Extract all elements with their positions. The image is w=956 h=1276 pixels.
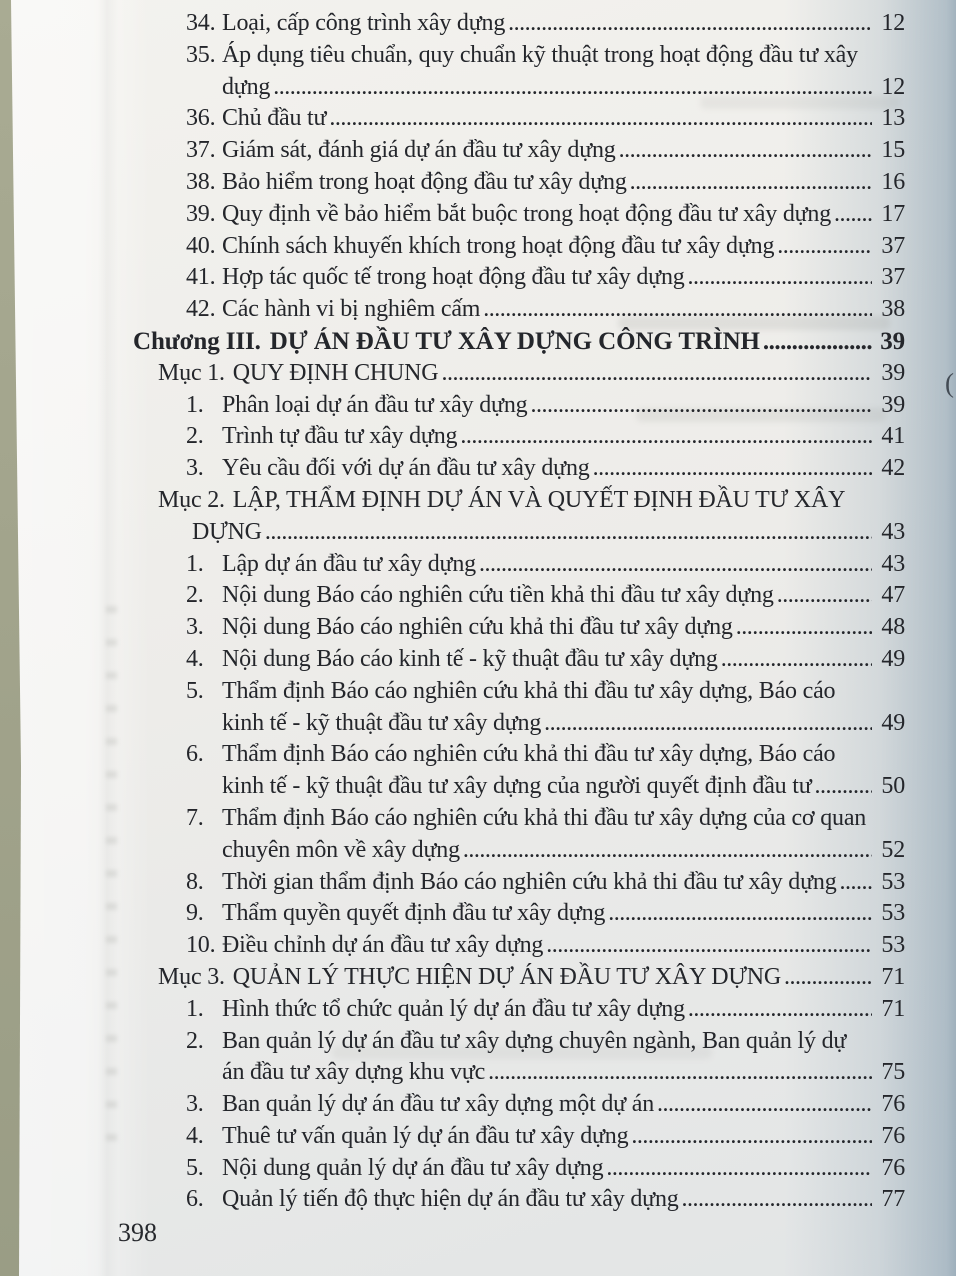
toc-entry-title: Phân loại dự án đầu tư xây dựng (222, 391, 528, 418)
toc-entry-title: Lập dự án đầu tư xây dựng (222, 550, 476, 577)
toc-entry (133, 676, 905, 708)
dot-leader (273, 72, 872, 104)
toc-entry-title: DỰ ÁN ĐẦU TƯ XÂY DỰNG CÔNG TRÌNH (269, 327, 760, 355)
dot-leader (763, 326, 872, 358)
toc-entry-page: 76 (881, 1154, 905, 1181)
toc-entry-page: 71 (881, 963, 905, 990)
toc-entry-number: Mục 1. (158, 359, 225, 386)
toc-entry-title: Nội dung Báo cáo nghiên cứu khả thi đầu tư xây dựng (222, 614, 733, 641)
toc-entry-page: 12 (881, 10, 905, 36)
toc-entry-page: 49 (881, 645, 905, 672)
dot-leader (483, 294, 872, 326)
toc-entry-title: Áp dụng tiêu chuẩn, quy chuẩn kỹ thuật trong hoạt động đầu tư xây (222, 41, 858, 68)
toc-entry (133, 580, 905, 612)
dot-leader (530, 390, 872, 422)
toc-entry (133, 898, 905, 930)
toc-entry-title: Thẩm định Báo cáo nghiên cứu khả thi đầu tư xây dựng, Báo cáo (222, 677, 836, 704)
toc-entry-page: 52 (881, 836, 905, 863)
toc-entry-number: 1. (186, 391, 204, 418)
dot-leader (630, 167, 872, 199)
toc-entry (133, 103, 905, 135)
toc-entry (133, 1089, 905, 1121)
toc-entry-title: Nội dung quản lý dự án đầu tư xây dựng (222, 1154, 604, 1181)
dot-leader (631, 1121, 872, 1153)
toc-entry-title: Giám sát, đánh giá dự án đầu tư xây dựng (222, 137, 616, 164)
toc-entry-title: Nội dung Báo cáo kinh tế - kỹ thuật đầu tư xây dựng (222, 645, 718, 672)
toc-entry-number: Mục 2. (158, 486, 225, 513)
dot-leader (688, 994, 872, 1026)
toc-entry-number: 34. (186, 10, 216, 36)
dot-leader (657, 1089, 872, 1121)
toc-entry (133, 199, 905, 231)
toc-entry-title: Ban quản lý dự án đầu tư xây dựng một dự án (222, 1091, 655, 1118)
toc-entry (133, 40, 905, 72)
toc-entry-continuation (133, 72, 905, 104)
dot-leader (441, 358, 872, 390)
toc-entry-number: 40. (186, 232, 216, 259)
toc-entry-number: 38. (186, 168, 216, 195)
dot-leader (736, 612, 872, 644)
dot-leader (265, 517, 872, 549)
toc-entry-number: 35. (186, 41, 216, 68)
toc-entry-page: 38 (881, 296, 905, 323)
toc-entry (133, 231, 905, 263)
toc-entry-page: 39 (880, 327, 905, 355)
toc-entry-page: 13 (881, 105, 905, 132)
dot-leader (815, 771, 872, 803)
toc-entry-title: Hình thức tổ chức quản lý dự án đầu tư xây dựng (222, 995, 685, 1022)
toc-entry-page: 48 (881, 614, 905, 641)
toc-entry-title: LẬP, THẨM ĐỊNH DỰ ÁN VÀ QUYẾT ĐỊNH ĐẦU TƯ XÂY (232, 486, 846, 513)
toc-entry (133, 453, 905, 485)
toc-entry-page: 75 (881, 1059, 905, 1086)
toc-entry (133, 930, 905, 962)
toc-entry-number: 2. (186, 1027, 204, 1054)
toc-entry-title: Điều chỉnh dự án đầu tư xây dựng (222, 932, 544, 959)
toc-entry-number: 9. (186, 900, 204, 927)
dot-leader (619, 135, 872, 167)
toc-entry-continuation (133, 708, 905, 740)
toc-entry-page: 41 (881, 423, 905, 450)
toc-entry-number: 37. (186, 137, 216, 164)
toc-entry-title: Bảo hiểm trong hoạt động đầu tư xây dựng (222, 168, 627, 195)
toc-entry-title: Thời gian thẩm định Báo cáo nghiên cứu khả thi đầu tư xây dựng (222, 868, 837, 895)
toc-entry-number: 41. (186, 264, 216, 291)
toc-entry-number: 39. (186, 200, 216, 227)
toc-entry-continuation (133, 1057, 905, 1089)
dot-leader (840, 867, 872, 899)
toc-entry-continuation (133, 771, 905, 803)
toc-entry-page: 37 (881, 232, 905, 259)
toc-entry-number: 1. (186, 995, 204, 1022)
toc-entry-page: 17 (881, 200, 905, 227)
toc-entry-number: 6. (186, 741, 204, 768)
toc-entry-title-continued: DỰNG (192, 518, 262, 545)
toc-entry-number: 5. (186, 1154, 204, 1181)
toc-entry-title: Thuê tư vấn quản lý dự án đầu tư xây dựng (222, 1122, 629, 1149)
toc-entry-number: 6. (186, 1186, 204, 1213)
toc-entry-title: Thẩm định Báo cáo nghiên cứu khả thi đầu tư xây dựng, Báo cáo (222, 741, 836, 768)
dot-leader (606, 1153, 872, 1185)
toc-entry-title: Trình tự đầu tư xây dựng (222, 423, 458, 450)
dot-leader (834, 199, 872, 231)
toc-entry-title: Quản lý tiến độ thực hiện dự án đầu tư xây dựng (222, 1186, 679, 1213)
dot-leader (463, 835, 872, 867)
toc-entry-page: 39 (881, 359, 905, 386)
toc-entry (133, 1153, 905, 1185)
toc-entry-title: QUẢN LÝ THỰC HIỆN DỰ ÁN ĐẦU TƯ XÂY DỰNG (232, 963, 782, 990)
toc-entry (133, 262, 905, 294)
toc-entry-page: 16 (881, 168, 905, 195)
toc-entry-title: Yêu cầu đối với dự án đầu tư xây dựng (222, 455, 590, 482)
dot-leader (682, 1184, 872, 1216)
toc-entry-page: 76 (881, 1091, 905, 1118)
toc-entry-page: 53 (881, 868, 905, 895)
toc-entry (133, 612, 905, 644)
toc-entry-page: 42 (881, 455, 905, 482)
toc-entry (133, 994, 905, 1026)
toc-entry-page: 71 (881, 995, 905, 1022)
toc-entry-page: 53 (881, 932, 905, 959)
toc-entry-number: 3. (186, 455, 204, 482)
toc-entry-title: Chính sách khuyến khích trong hoạt động đầu tư xây dựng (222, 232, 775, 259)
toc-entry-title: Các hành vi bị nghiêm cấm (222, 296, 481, 323)
toc-entry-title: Thẩm quyền quyết định đầu tư xây dựng (222, 900, 606, 927)
dot-leader (721, 644, 872, 676)
toc-entry (133, 1121, 905, 1153)
page-number-footer: 398 (118, 1218, 157, 1247)
toc-entry-title-continued: dựng (222, 73, 271, 100)
toc-entry-page: 53 (881, 900, 905, 927)
toc-entry (133, 421, 905, 453)
toc-entry (133, 1026, 905, 1058)
toc-entry (133, 135, 905, 167)
toc-entry (133, 739, 905, 771)
dot-leader (460, 421, 872, 453)
toc-entry-page: 12 (881, 73, 905, 100)
toc-entry-title: Nội dung Báo cáo nghiên cứu tiền khả thi đầu tư xây dựng (222, 582, 774, 609)
toc-entry-page: 43 (881, 518, 905, 545)
toc-entry-number: 3. (186, 614, 204, 641)
toc-entry-page: 77 (881, 1186, 905, 1213)
toc-entry (133, 803, 905, 835)
toc-entry-page: 43 (881, 550, 905, 577)
toc-entry-title: Loại, cấp công trình xây dựng (222, 10, 506, 36)
toc-entry-continuation (133, 517, 905, 549)
toc-entry (133, 549, 905, 581)
toc-entry-title: Thẩm định Báo cáo nghiên cứu khả thi đầu tư xây dựng của cơ quan (222, 804, 867, 831)
toc-entry (133, 644, 905, 676)
bleed-through-ghost-column (106, 606, 117, 1166)
dot-leader (688, 262, 872, 294)
toc-entry-number: 2. (186, 423, 204, 450)
dot-leader (784, 962, 872, 994)
adjacent-page-text-fragment: ( (945, 368, 954, 398)
toc-entry (133, 1184, 905, 1216)
dot-leader (329, 103, 872, 135)
toc-list (133, 8, 905, 1216)
toc-entry (133, 8, 905, 40)
toc-entry (133, 867, 905, 899)
toc-entry (133, 167, 905, 199)
toc-entry-page: 15 (881, 137, 905, 164)
dot-leader (546, 930, 872, 962)
toc-entry-continuation (133, 835, 905, 867)
toc-entry-title: Quy định về bảo hiểm bắt buộc trong hoạt động đầu tư xây dựng (222, 200, 832, 227)
toc-entry-title-continued: kinh tế - kỹ thuật đầu tư xây dựng của người quyết định đầu tư (222, 773, 812, 800)
toc-entry-title: QUY ĐỊNH CHUNG (232, 359, 439, 386)
toc-entry-number: 5. (186, 677, 204, 704)
toc-entry-title-continued: chuyên môn về xây dựng (222, 836, 460, 863)
toc-entry-number: 4. (186, 645, 204, 672)
toc-entry-number: 36. (186, 105, 216, 132)
toc-entry-number: Chương III. (133, 327, 261, 355)
toc-entry-page: 49 (881, 709, 905, 736)
toc-entry-number: 42. (186, 296, 216, 323)
dot-leader (488, 1057, 872, 1089)
toc-entry-number: Mục 3. (158, 963, 225, 990)
toc-entry-number: 3. (186, 1091, 204, 1118)
toc-entry-number: 10. (186, 932, 216, 959)
toc-entry (133, 390, 905, 422)
toc-entry-page: 50 (881, 773, 905, 800)
toc-entry (133, 294, 905, 326)
toc-entry (133, 358, 905, 390)
dot-leader (593, 453, 872, 485)
toc-entry-number: 2. (186, 582, 204, 609)
toc-entry-page: 39 (881, 391, 905, 418)
toc-entry-page: 47 (881, 582, 905, 609)
toc-entry-title: Hợp tác quốc tế trong hoạt động đầu tư xây dựng (222, 264, 685, 291)
toc-entry-number: 8. (186, 868, 204, 895)
toc-entry-number: 4. (186, 1122, 204, 1149)
toc-entry-title: Chủ đầu tư (222, 105, 327, 132)
toc-entry-title-continued: kinh tế - kỹ thuật đầu tư xây dựng (222, 709, 542, 736)
dot-leader (508, 8, 872, 40)
dot-leader (479, 549, 872, 581)
toc-entry (133, 326, 905, 358)
toc-entry-title: Ban quản lý dự án đầu tư xây dựng chuyên ngành, Ban quản lý dự (222, 1027, 847, 1054)
toc-entry-title-continued: án đầu tư xây dựng khu vực (222, 1059, 486, 1086)
toc-entry-page: 37 (881, 264, 905, 291)
toc-entry-number: 7. (186, 804, 204, 831)
dot-leader (777, 580, 872, 612)
toc-entry (133, 485, 905, 517)
toc-entry (133, 962, 905, 994)
dot-leader (544, 708, 872, 740)
toc-entry-page: 76 (881, 1122, 905, 1149)
dot-leader (608, 898, 872, 930)
toc-entry-number: 1. (186, 550, 204, 577)
dot-leader (777, 231, 872, 263)
